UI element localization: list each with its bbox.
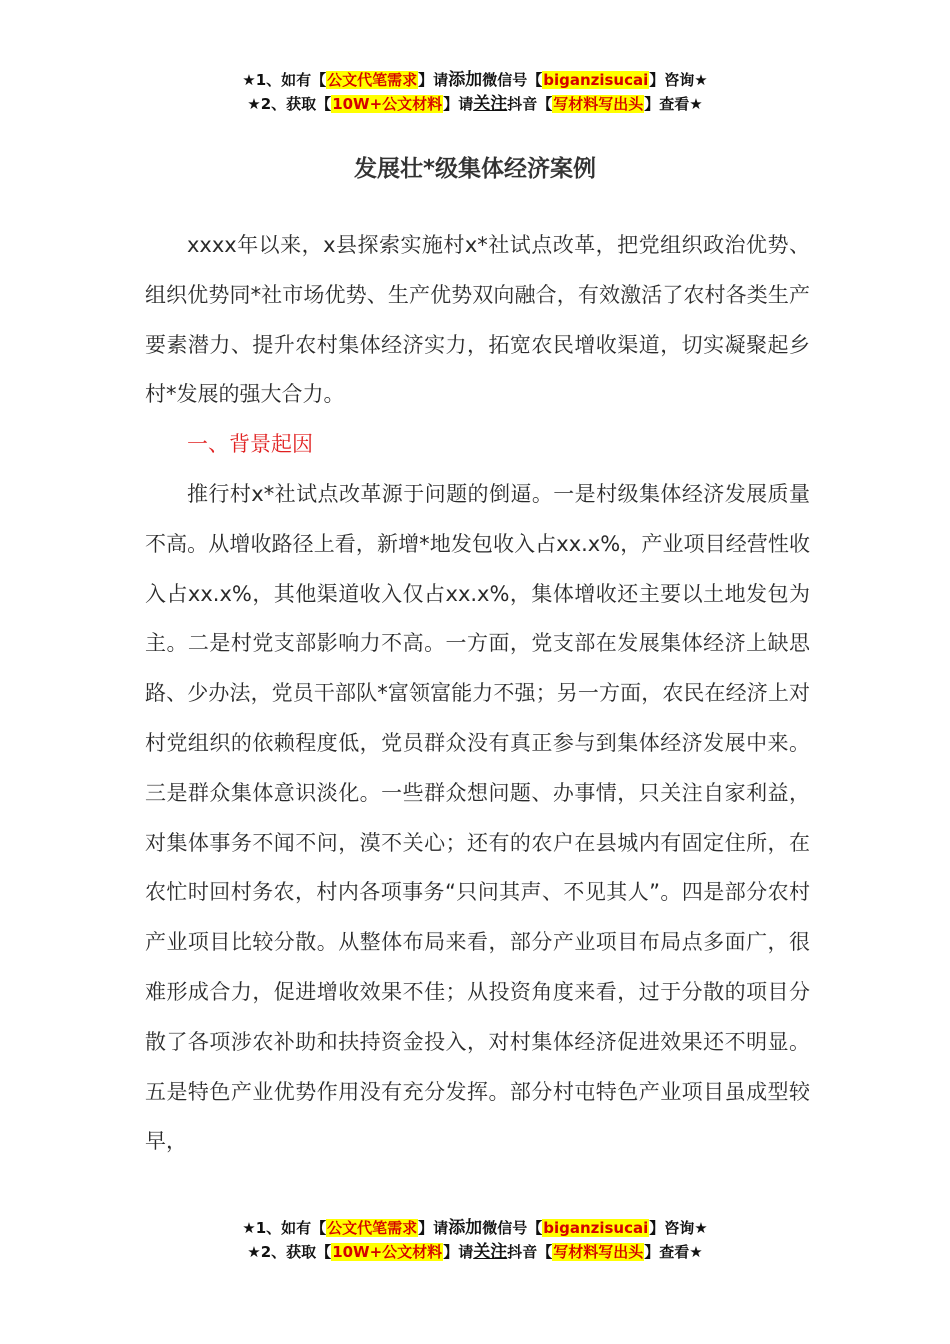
banner-text: 】请 <box>418 71 449 89</box>
banner-highlight: 写材料写出头 <box>553 95 644 113</box>
banner-line-1 <box>0 68 950 92</box>
banner-text: 微信号【 <box>482 1219 543 1237</box>
banner-line-2 <box>0 1240 950 1264</box>
banner-emphasis: 关注 <box>473 1242 508 1262</box>
banner-highlight: 写材料写出头 <box>553 1243 644 1261</box>
banner-highlight: biganzisucai <box>543 1219 649 1237</box>
section-heading: 一、背景起因 <box>187 432 313 457</box>
banner-highlight: 10W+公文材料 <box>332 95 443 113</box>
banner-text: ★2、获取【 <box>247 1243 332 1261</box>
banner-emphasis: 关注 <box>473 94 508 114</box>
body-paragraph: 推行村x*社试点改革源于问题的倒逼。一是村级集体经济发展质量不高。从增收路径上看，新增*地发包收入占xx.x%，产业项目经营性收入占xx.x%，其他渠道收入仅占xx.x%，集体增收还主要以土地发包为主。二是村党支部影响力不高。一方面，党支部在发展集体经济上缺思路、少办法，党员干部队*富领富能力不强；另一方面，农民在经济上对村党组织的依赖程度低，党员群众没有真正参与到集体经济发展中来。三是群众集体意识淡化。一些群众想问题、办事情，只关注自家利益，对集体事务不闻不问，漠不关心；还有的农户在县城内有固定住所，在农忙时回村务农，村内各项事务“只问其声、不见其人”。四是部分农村产业项目比较分散。从整体布局来看，部分产业项目布局点多面广，很难形成合力，促进增收效果不佳；从投资角度来看，过于分散的项目分散了各项涉农补助和扶持资金投入，对村集体经济促进效果还不明显。五是特色产业优势作用没有充分发挥。部分村屯特色产业项目虽成型较早， <box>145 481 810 1154</box>
banner-text: 】请 <box>418 1219 449 1237</box>
banner-text: 】请 <box>443 1243 474 1261</box>
banner-text: 抖音【 <box>507 95 553 113</box>
banner-highlight: 10W+公文材料 <box>332 1243 443 1261</box>
banner-text: 】查看★ <box>644 95 703 113</box>
intro-paragraph: xxxx年以来，x县探索实施村x*社试点改革，把党组织政治优势、组织优势同*社市场优势、生产优势双向融合，有效激活了农村各类生产要素潜力、提升农村集体经济实力，拓宽农民增收渠道，切实凝聚起乡村*发展的强大合力。 <box>145 233 810 407</box>
banner-line-1 <box>0 1216 950 1240</box>
banner-text: 微信号【 <box>482 71 543 89</box>
banner-highlight: biganzisucai <box>543 71 649 89</box>
banner-text: ★1、如有【 <box>242 1219 327 1237</box>
banner-text: 】请 <box>443 95 474 113</box>
banner-text: 】咨询★ <box>649 71 708 89</box>
document-body <box>145 221 810 1167</box>
banner-line-2 <box>0 92 950 116</box>
footer-banner <box>0 1216 950 1264</box>
document-title: 发展壮*级集体经济案例 <box>353 156 597 182</box>
banner-text: 】咨询★ <box>649 1219 708 1237</box>
banner-emphasis: 添加 <box>448 70 483 90</box>
banner-highlight: 公文代笔需求 <box>327 1219 418 1237</box>
banner-text: 抖音【 <box>507 1243 553 1261</box>
banner-highlight: 公文代笔需求 <box>327 71 418 89</box>
banner-text: ★1、如有【 <box>242 71 327 89</box>
banner-emphasis: 添加 <box>448 1218 483 1238</box>
banner-text: ★2、获取【 <box>247 95 332 113</box>
banner-text: 】查看★ <box>644 1243 703 1261</box>
header-banner <box>0 68 950 116</box>
